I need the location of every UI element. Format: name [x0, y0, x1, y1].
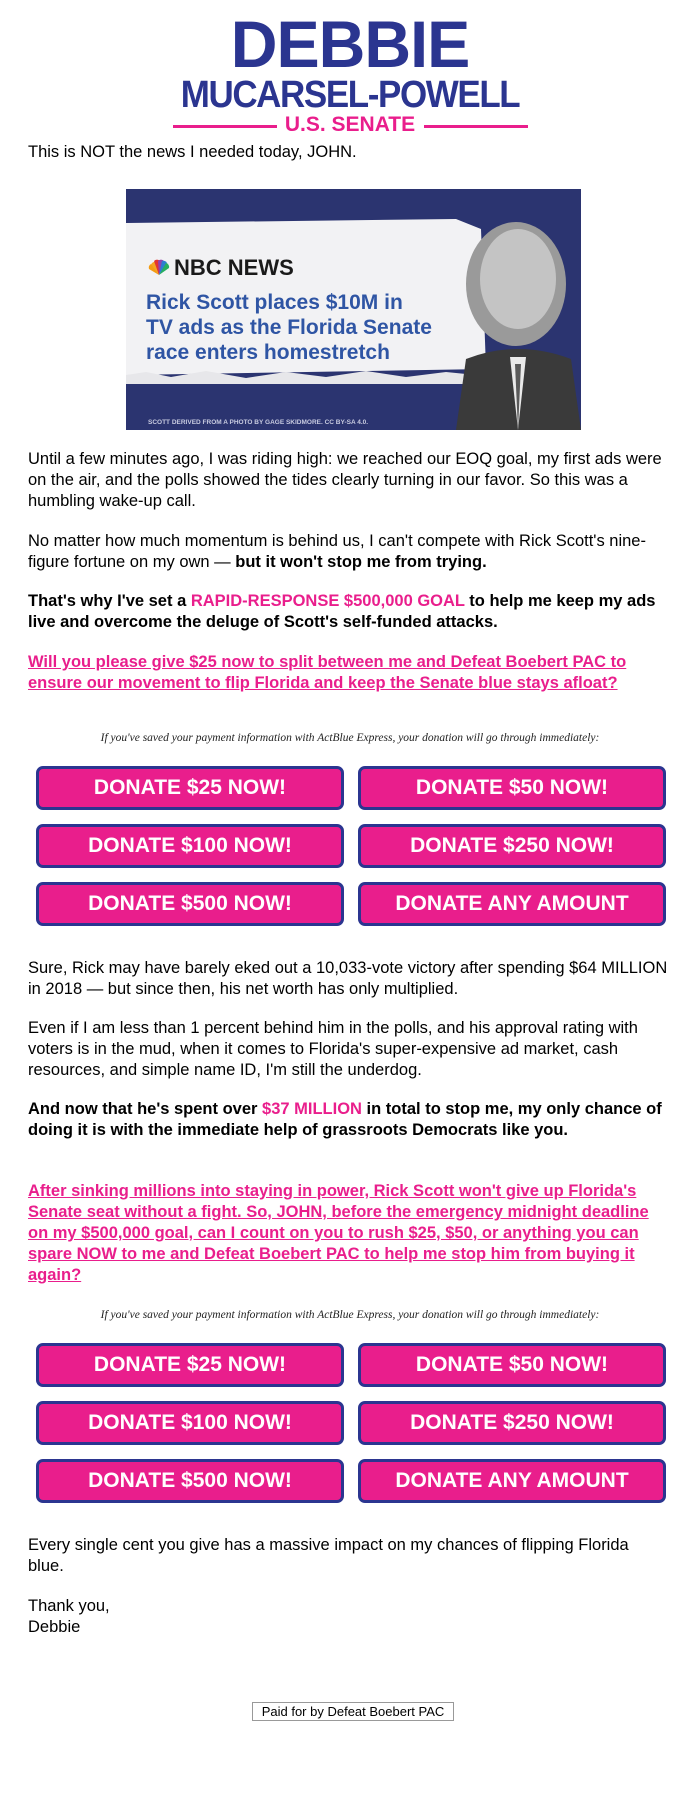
paragraph-goal: [28, 591, 668, 633]
hero-headline-1: Rick Scott places $10M in: [146, 291, 403, 314]
paragraph-every-cent: Every single cent you give has a massive impact on my chances of flipping Florida blue.: [28, 1536, 629, 1575]
paid-for-disclaimer: Paid for by Defeat Boebert PAC: [252, 1702, 454, 1721]
paragraph-eoq: Until a few minutes ago, I was riding high: we reached our EOQ goal, my first ads were on the air, and the polls showed the tides clearly turning in our favor. So this was a humbling wake-up call.: [28, 450, 662, 510]
paragraph-2018: Sure, Rick may have barely eked out a 10,033-vote victory after spending $64 MILLION in 2018 — but since then, his net worth has only multiplied.: [28, 959, 668, 998]
donate-500-button[interactable]: DONATE $500 NOW!: [36, 882, 344, 926]
donate-100-button[interactable]: DONATE $100 NOW!: [36, 1401, 344, 1445]
paragraph-goal-text-a: That's why I've set a: [28, 592, 191, 610]
donate-100-button[interactable]: DONATE $100 NOW!: [36, 824, 344, 868]
donate-link-1[interactable]: Will you please give $25 now to split between me and Defeat Boebert PAC to ensure our movement to flip Florida and keep the Senate blue stays afloat?: [28, 653, 627, 692]
news-image-graphic: [126, 189, 581, 430]
donate-25-button[interactable]: DONATE $25 NOW!: [36, 766, 344, 810]
donate-any-amount-button[interactable]: DONATE ANY AMOUNT: [358, 882, 666, 926]
paragraph-momentum-bold: but it won't stop me from trying.: [235, 553, 487, 571]
signoff-thanks: Thank you,: [28, 1597, 110, 1615]
logo-office: U.S. SENATE: [284, 113, 416, 136]
signoff-name: Debbie: [28, 1618, 81, 1636]
donate-25-button[interactable]: DONATE $25 NOW!: [36, 1343, 344, 1387]
hero-headline-2: TV ads as the Florida Senate: [146, 316, 432, 339]
logo-last-name: MUCARSEL-POWELL: [180, 74, 520, 116]
actblue-note-1: If you've saved your payment information with ActBlue Express, your donation will go through immediately:: [100, 732, 600, 744]
donate-500-button[interactable]: DONATE $500 NOW!: [36, 1459, 344, 1503]
paragraph-goal-highlight: RAPID-RESPONSE $500,000 GOAL: [190, 592, 465, 610]
paragraph-momentum-text: No matter how much momentum is behind us, I can't compete with Rick Scott's nine-figure fortune on my own —: [28, 532, 646, 571]
hero-brand: NBC NEWS: [174, 255, 294, 280]
paragraph-37-million-text-a: And now that he's spent over: [28, 1100, 263, 1118]
donate-link-2[interactable]: After sinking millions into staying in power, Rick Scott won't give up Florida's Senate seat without a fight. So, JOHN, before the emergency midnight deadline on my $500,000 goal, can I count on you to rush $25, $50, or anything you can spare NOW to me and Defeat Boebert PAC to help me stop him from buying it again?: [28, 1182, 649, 1284]
donate-50-button[interactable]: DONATE $50 NOW!: [358, 766, 666, 810]
actblue-note-2: If you've saved your payment information with ActBlue Express, your donation will go through immediately:: [100, 1309, 600, 1321]
paragraph-goal-text-b: to help me keep my ads live and overcome the deluge of Scott's self-funded attacks.: [28, 592, 656, 631]
logo-rule-left: [173, 125, 277, 128]
logo-rule-right: [424, 125, 528, 128]
intro-line: This is NOT the news I needed today, JOHN.: [28, 143, 357, 161]
paragraph-momentum: [28, 531, 668, 573]
donate-250-button[interactable]: DONATE $250 NOW!: [358, 824, 666, 868]
logo-office-row: [173, 114, 528, 136]
paragraph-37-million: [28, 1099, 668, 1141]
news-screenshot-image: [126, 189, 581, 430]
hero-photo-credit: SCOTT DERIVED FROM A PHOTO BY GAGE SKIDMORE. CC BY-SA 4.0.: [148, 419, 369, 426]
hero-headline-3: race enters homestretch: [146, 341, 390, 364]
paragraph-underdog: Even if I am less than 1 percent behind him in the polls, and his approval rating with voters is in the mud, when it comes to Florida's super-expensive ad market, cash resources, and simple name ID, I'm still the underdog.: [28, 1019, 638, 1079]
paragraph-37-million-text-b: in total to stop me, my only chance of doing it is with the immediate help of grassroots Democrats like you.: [28, 1100, 662, 1139]
donate-50-button[interactable]: DONATE $50 NOW!: [358, 1343, 666, 1387]
logo-first-name: DEBBIE: [230, 7, 470, 81]
donate-250-button[interactable]: DONATE $250 NOW!: [358, 1401, 666, 1445]
donate-any-amount-button[interactable]: DONATE ANY AMOUNT: [358, 1459, 666, 1503]
paragraph-37-million-highlight: $37 MILLION: [262, 1100, 362, 1118]
campaign-logo: [0, 7, 700, 136]
